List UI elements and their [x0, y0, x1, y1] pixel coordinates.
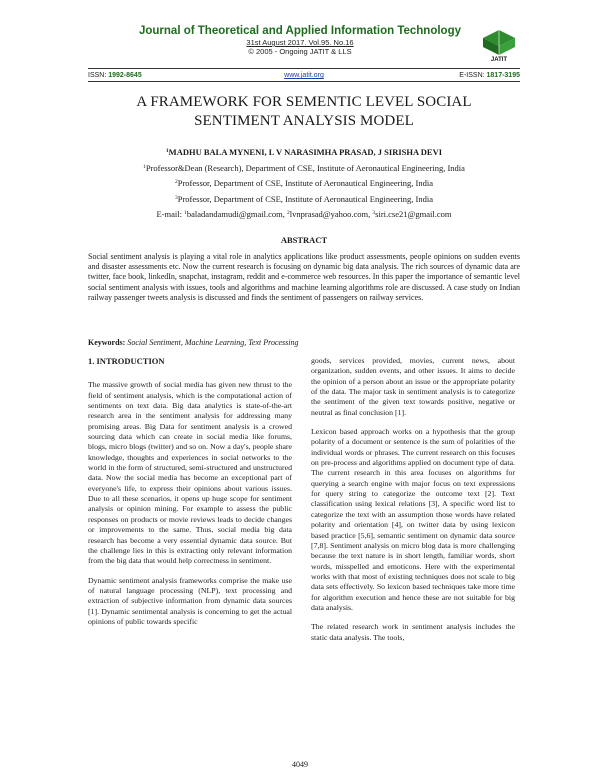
journal-copyright: © 2005 - Ongoing JATIT & LLS — [248, 47, 352, 56]
section-heading-introduction: 1. INTRODUCTION — [88, 356, 165, 366]
page-number: 4049 — [292, 760, 308, 769]
issn-row — [88, 71, 520, 81]
paragraph: goods, services provided, movies, current news, about organization, sudden events, and other issues. It aims to decide the opinion of a person about an issue or the appropriate polarity of the data. The major task in sentiment analysis is to categorize the sentiment of the given text towards positive, negative or neutral as final conclusion [1]. — [311, 356, 515, 417]
author-block — [88, 145, 520, 223]
abstract-heading: ABSTRACT — [280, 235, 328, 245]
logo-text: JATIT — [490, 57, 508, 63]
journal-url-link[interactable]: www.jatit.org — [284, 72, 324, 79]
right-column — [311, 356, 515, 652]
jatit-logo — [479, 28, 519, 66]
paper-title: A FRAMEWORK FOR SEMENTIC LEVEL SOCIAL SENTIMENT ANALYSIS MODEL — [136, 94, 472, 129]
affiliation-3: $^3$Professor, Department of CSE, Institute of Aeronautical Engineering, India — [174, 193, 434, 204]
paragraph: Lexicon based approach works on a hypothesis that the group polarity of a document or sentence is the sum of polarities of the individual words or phrases. The current research on this focuses on pre-process and algorithms applied on document type of data. The current research in this area focuses on algorithms for querying a search engine with major focus on text expressions for query string to categorize the outcome text [2]. Text classification using lexical relations [3], A specific word list to categorize the text with an assumption those words have related polarity and orientation [4], on twitter data by using lexicon based practice [5,6], semantic sentiment on dynamic data source [7,8]. Sentiment analysis on micro blog data is more challenging because the text nature is in short length, familiar words, short words, misspelled and emoticons. Here with the experimental works with that most of existing techniques does not scale to big data sets effectively. So lexicon based techniques take more time for algorithm execution and hence these are not suitable for big data analysis. — [311, 427, 515, 612]
keywords-line: Keywords: Social Sentiment, Machine Learning, Text Processing — [88, 338, 299, 347]
header-rule-bottom — [88, 81, 520, 82]
paragraph: Dynamic sentiment analysis frameworks comprise the make use of natural language processing (NLP), text processing and extraction of subjective information from dynamic data sources [1]. Dynamic sentimental analysis is concerning to get the actual opinions of public towards specific — [88, 575, 292, 626]
issn: ISSN: 1992-8645 — [88, 72, 142, 79]
journal-title: Journal of Theoretical and Applied Information Technology — [138, 25, 462, 37]
left-column — [88, 356, 292, 636]
paragraph: The related research work in sentiment analysis includes the static data analysis. The tools, — [311, 622, 515, 642]
book-icon — [479, 28, 519, 58]
affiliation-2: $^2$Professor, Department of CSE, Institute of Aeronautical Engineering, India — [174, 178, 434, 188]
eissn: E-ISSN: 1817-3195 — [459, 72, 520, 79]
paragraph: The massive growth of social media has given new thrust to the field of sentiment analysis, which is the computational action of sentiments on text data. Big data analytics is state-of-the-art research area in the sentiment analysis for addressing many promising areas. Big Data for sentiment analysis is a crowed sourcing data which can create in social media like forums, blogs, micro blogs (twitter) and so on. Now a day's, people share knowledge, thoughts and experiences in social networks to the world in the form of structured, semi-structured and unstructured data. Now the social media has become an exceptional part of everyone's life, to express their opinions about various issues. Due to all these scenarios, it opens up huge scope for sentiment analysis or opinion mining. For example to assess the public responses on products or movie reviews leads to decide changes or improvements to the same. Thus, social media big data research has become a very essential dynamic data source. But the challenge lies in this is extracting only relevant information from the big data that would help correctness in sentiment. — [88, 380, 292, 566]
author-names: $^1$MADHU BALA MYNENI, L V NARASIMHA PRASAD, J SIRISHA DEVI — [165, 147, 443, 157]
header-rule-top — [88, 68, 520, 69]
email-line: E-mail: $^1$baladandamudi@gmail.com, $^2$lvnprasad@yahoo.com, $^3$siri.cse21@gmail.com — [156, 209, 452, 219]
journal-issue: 31st August 2017. Vol.95. No.16 — [246, 38, 354, 47]
abstract-text: Social sentiment analysis is playing a vital role in analytics applications like product assessments, people opinions on sudden events and disaster assessments etc. Now the current research is focusing on dynamic big data analysis. The rich sources of dynamic data are twitter, face book, linkedIn, snapchat, instagram, reddit and e-commerce web resources. In this paper the importance of semantic level social sentiment analysis with issues, tools and algorithms and machine learning algorithms role are discussed. A case study on Indian railway passenger tweets analysis is discussed and finds the sentiment of passengers on railway services. — [88, 252, 520, 302]
affiliation-1: $^1$Professor&Dean (Research), Department of CSE, Institute of Aeronautical Engineering, India — [143, 162, 465, 173]
